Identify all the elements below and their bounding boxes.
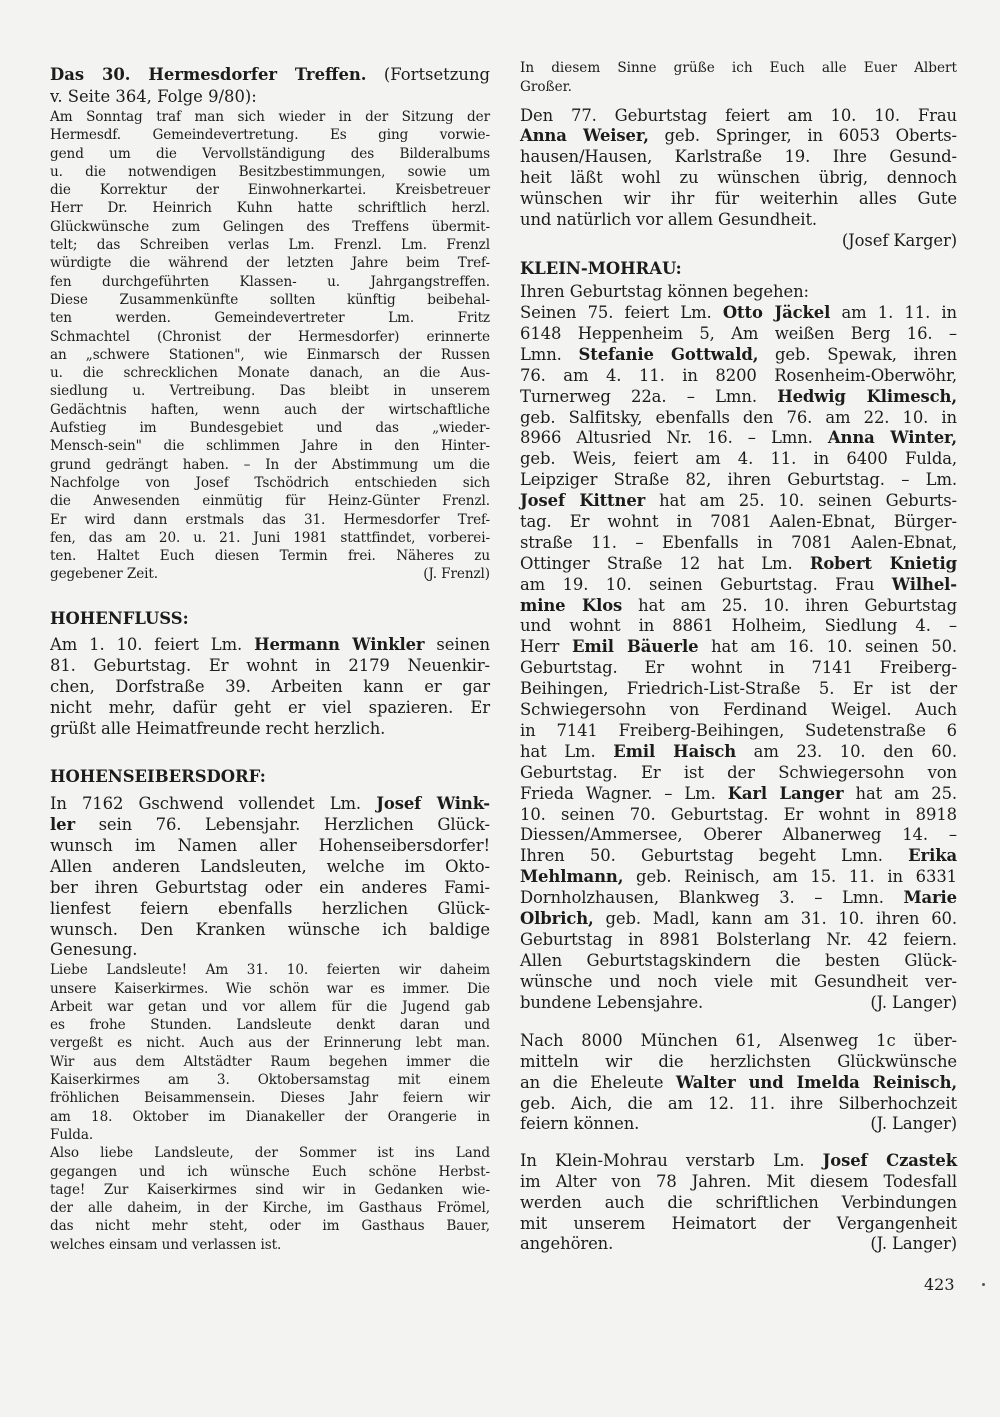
- text-line: [520, 106, 957, 127]
- text-line: [50, 86, 490, 108]
- hohenseibersdorf-text: [50, 794, 490, 961]
- text-line: [520, 846, 957, 867]
- person-name: Emil Haisch: [613, 741, 737, 761]
- text-segment: unsere Kaiserkirmes. Wie schön war es immer. Die: [50, 980, 490, 997]
- text-segment: geb. Madl, kann am 31. 10. ihren 60.: [593, 908, 957, 928]
- heading-klein-mohrau: [520, 257, 957, 281]
- text-line: [50, 474, 490, 492]
- person-name: Josef Czastek: [822, 1150, 957, 1170]
- text-line: [50, 1126, 490, 1144]
- text-line: [520, 345, 957, 366]
- text-line: [50, 273, 490, 291]
- text-segment: nicht mehr, dafür geht er viel spazieren. Er: [50, 697, 490, 717]
- text-segment: angehören.: [520, 1234, 614, 1254]
- text-line: [50, 940, 490, 961]
- text-segment: Hermesdf. Gemeindevertretung. Es ging vorwie-: [50, 127, 490, 144]
- text-line: [520, 909, 957, 930]
- text-line: [50, 163, 490, 181]
- text-line: [520, 993, 957, 1014]
- author-signature: (J. Langer): [870, 1114, 957, 1134]
- text-line: [50, 382, 490, 400]
- text-segment: telt; das Schreiben verlas Lm. Frenzl. Lm. Frenzl: [50, 237, 490, 254]
- article-title: [50, 64, 490, 108]
- text-line: [520, 78, 957, 97]
- text-segment: fen, das am 20. u. 21. Juni 1981 stattfindet, vorberei-: [50, 529, 490, 546]
- text-line: [520, 1214, 957, 1235]
- text-line: [520, 59, 957, 78]
- text-segment: gend um die Vervollständigung des Bilderalbums: [50, 145, 490, 162]
- text-segment: Schmachtel (Chronist der Hermesdorfer) erinnerte: [50, 328, 490, 345]
- person-name: Marie: [903, 888, 957, 908]
- text-line: [50, 1217, 490, 1235]
- text-line: [520, 189, 957, 210]
- text-segment: HOHENFLUSS:: [50, 608, 189, 628]
- text-line: [50, 547, 490, 565]
- text-line: [50, 836, 490, 857]
- text-segment: Nachfolge von Josef Tschödrich entschieden sich: [50, 474, 490, 491]
- text-segment: u. die schrecklichen Monate danach, an die Aus-: [50, 365, 490, 382]
- text-segment: In diesem Sinne grüße ich Euch alle Euer Albert: [520, 60, 957, 76]
- person-name: Mehlmann,: [520, 867, 624, 887]
- person-name: Stefanie Gottwald,: [578, 344, 759, 364]
- author-signature: (Josef Karger): [841, 230, 957, 250]
- text-line: [520, 387, 957, 408]
- text-line: [50, 145, 490, 163]
- text-segment: 6148 Heppenheim 5, Am weißen Berg 16. –: [520, 324, 957, 344]
- person-name: ler: [50, 815, 75, 835]
- text-segment: vergeßt es nicht. Auch aus der Erinnerung lebt man.: [50, 1035, 490, 1052]
- text-segment: grüßt alle Heimatfreunde recht herzlich.: [50, 718, 386, 738]
- person-name: Josef Wink-: [376, 794, 491, 814]
- text-line: [520, 721, 957, 742]
- text-segment: lienfest feiern ebenfalls herzlichen Glück-: [50, 898, 490, 918]
- text-line: [50, 64, 490, 86]
- text-segment: gegangen und ich wünsche Euch schöne Herbst-: [50, 1163, 490, 1180]
- text-segment: Den 77. Geburtstag feiert am 10. 10. Frau: [520, 105, 957, 125]
- text-line: [50, 1089, 490, 1107]
- text-segment: wunsch im Namen aller Hohenseibersdorfer!: [50, 835, 490, 855]
- page-number: 423: [924, 1275, 955, 1294]
- text-segment: ten. Haltet Euch diesen Termin frei. Näheres zu: [50, 548, 490, 565]
- text-segment: Lmn.: [520, 344, 579, 364]
- greeting-text: [520, 59, 957, 97]
- text-line: [520, 1151, 957, 1172]
- text-line: [50, 1053, 490, 1071]
- person-name: Anna Winter,: [827, 428, 957, 448]
- text-line: [50, 1034, 490, 1052]
- text-segment: wünschen wir ihr für weiterhin alles Gute: [520, 189, 957, 209]
- text-line: [520, 1031, 957, 1052]
- text-line: [50, 511, 490, 529]
- text-segment: 8966 Altusried Nr. 16. – Lmn.: [520, 428, 828, 448]
- author-signature: (J. Langer): [870, 1234, 957, 1254]
- text-segment: geb. Springer, in 6053 Oberts-: [648, 126, 957, 146]
- text-segment: Allen Geburtstagskindern die besten Glück-: [520, 950, 957, 970]
- text-segment: Herr: [520, 637, 572, 657]
- text-line: [520, 491, 957, 512]
- text-segment: Also liebe Landsleute, der Sommer ist ins Land: [50, 1145, 490, 1162]
- text-line: [520, 679, 957, 700]
- text-segment: hausen/Hausen, Karlstraße 19. Ihre Gesund-: [520, 147, 957, 167]
- person-name: Josef Kittner: [520, 491, 646, 511]
- text-segment: 76. am 4. 11. in 8200 Rosenheim-Oberwöhr,: [520, 365, 957, 385]
- text-segment: Frieda Wagner. – Lm.: [520, 783, 728, 803]
- text-segment: Liebe Landsleute! Am 31. 10. feierten wir daheim: [50, 962, 490, 979]
- text-line: [520, 825, 957, 846]
- text-segment: hat am 16. 10. seinen 50.: [698, 637, 958, 657]
- text-segment: Beihingen, Friedrich-List-Straße 5. Er ist der: [520, 679, 957, 699]
- text-line: [50, 920, 490, 941]
- text-segment: Allen anderen Landsleuten, welche im Okto-: [50, 856, 490, 876]
- text-line: [50, 364, 490, 382]
- text-line: [520, 1073, 957, 1094]
- kaiserkirmes-text: [50, 961, 490, 1254]
- text-line: [50, 815, 490, 836]
- text-line: [50, 607, 490, 631]
- text-segment: Ihren Geburtstag können begehen:: [520, 282, 809, 302]
- text-line: [520, 867, 957, 888]
- text-segment: in 7141 Freiberg-Beihingen, Sudetenstraße 6: [520, 720, 957, 740]
- text-segment: Diese Zusammenkünfte sollten künftig beibehal-: [50, 291, 490, 308]
- text-segment: Turnerweg 22a. – Lmn.: [520, 386, 778, 406]
- text-segment: siedlung u. Vertreibung. Das bleibt in unserem: [50, 383, 490, 400]
- text-line: [520, 972, 957, 993]
- text-segment: gegebener Zeit.: [50, 566, 158, 583]
- text-line: [50, 899, 490, 920]
- text-line: [50, 126, 490, 144]
- text-line: [50, 401, 490, 419]
- text-segment: Am 1. 10. feiert Lm.: [50, 635, 255, 655]
- text-segment: hat am 25. 10. seinen Geburts-: [645, 491, 957, 511]
- text-segment: Fulda.: [50, 1126, 94, 1143]
- text-segment: an „schwere Stationen", wie Einmarsch der Russen: [50, 346, 490, 363]
- text-segment: die Korrektur der Einwohnerkartei. Kreisbetreuer: [50, 182, 490, 199]
- text-line: [50, 794, 490, 815]
- text-segment: geb. Salfitsky, ebenfalls den 76. am 22. 10. in: [520, 407, 957, 427]
- text-line: [520, 231, 957, 252]
- text-segment: welches einsam und verlassen ist.: [50, 1236, 282, 1253]
- text-segment: und natürlich vor allem Gesundheit.: [520, 209, 818, 229]
- text-line: [520, 888, 957, 909]
- text-segment: ber ihren Geburtstag oder ein anderes Fami-: [50, 877, 490, 897]
- text-line: [520, 575, 957, 596]
- text-segment: geb. Weis, feiert am 4. 11. in 6400 Fulda,: [520, 449, 957, 469]
- person-name: Wilhel-: [891, 574, 957, 594]
- text-line: [520, 408, 957, 429]
- text-segment: HOHENSEIBERSDORF:: [50, 766, 266, 786]
- text-line: [50, 656, 490, 677]
- text-line: [50, 980, 490, 998]
- text-segment: straße 11. – Ebenfalls in 7081 Aalen-Ebnat,: [520, 532, 957, 552]
- text-line: [520, 658, 957, 679]
- text-segment: Ihren 50. Geburtstag begeht Lmn.: [520, 846, 909, 866]
- text-segment: an die Eheleute: [520, 1072, 676, 1092]
- text-line: [520, 126, 957, 147]
- text-line: [520, 303, 957, 324]
- text-segment: Herr Dr. Heinrich Kuhn hatte schriftlich herzl.: [50, 200, 490, 217]
- hermesdorf-text: [50, 108, 490, 584]
- text-segment: In Klein-Mohrau verstarb Lm.: [520, 1150, 823, 1170]
- text-segment: Dornholzhausen, Blankweg 3. – Lmn.: [520, 888, 904, 908]
- text-segment: grund gedrängt haben. – In der Abstimmung um die: [50, 456, 490, 473]
- text-line: [520, 470, 957, 491]
- text-segment: wunsch. Den Kranken wünsche ich baldige: [50, 919, 490, 939]
- text-segment: 81. Geburtstag. Er wohnt in 2179 Neuenkir-: [50, 656, 490, 676]
- text-line: [520, 168, 957, 189]
- text-line: [520, 257, 957, 281]
- text-line: [50, 1144, 490, 1162]
- text-line: [520, 637, 957, 658]
- text-line: [50, 1071, 490, 1089]
- text-segment: am 18. Oktober im Dianakeller der Orangerie in: [50, 1108, 490, 1125]
- text-line: [50, 456, 490, 474]
- text-line: [520, 533, 957, 554]
- text-line: [520, 1094, 957, 1115]
- text-line: [520, 805, 957, 826]
- text-segment: Ottinger Straße 12 hat Lm.: [520, 553, 810, 573]
- text-segment: mitteln wir die herzlichsten Glückwünsche: [520, 1051, 957, 1071]
- person-name: Olbrich,: [520, 908, 594, 928]
- text-line: [50, 419, 490, 437]
- heading-hohenseibersdorf: [50, 765, 490, 789]
- hohenfluss-text: [50, 635, 490, 739]
- text-line: [50, 1163, 490, 1181]
- right-column: [520, 59, 957, 1255]
- text-line: [520, 428, 957, 449]
- text-line: [520, 1114, 957, 1135]
- text-line: [520, 1052, 957, 1073]
- text-segment: tage! Zur Kaiserkirmes sind wir in Gedanken wie-: [50, 1181, 490, 1198]
- person-name: Walter und Imelda Reinisch,: [675, 1072, 957, 1092]
- person-name: Das 30. Hermesdorfer Treffen.: [50, 65, 367, 84]
- person-name: Otto Jäckel: [722, 303, 831, 323]
- text-segment: Geburtstag. Er wohnt in 7141 Freiberg-: [520, 658, 957, 678]
- text-line: [520, 554, 957, 575]
- klein-mohrau-birthdays: [520, 282, 957, 1013]
- text-line: [50, 328, 490, 346]
- person-name: Robert Knietig: [809, 553, 957, 573]
- text-segment: wünsche und noch viele mit Gesundheit ver-: [520, 971, 957, 991]
- text-segment: und wohnt in 8861 Holheim, Siedlung 4. –: [520, 616, 957, 636]
- text-segment: fröhlichen Beisammensein. Dieses Jahr feiern wir: [50, 1090, 490, 1107]
- text-segment: In 7162 Gschwend vollendet Lm.: [50, 794, 377, 814]
- text-line: [520, 210, 957, 231]
- text-segment: Diessen/Ammersee, Oberer Albanerweg 14. –: [520, 825, 957, 845]
- author-signature: (J. Langer): [870, 992, 957, 1012]
- text-line: [520, 324, 957, 345]
- text-line: [50, 1199, 490, 1217]
- person-name: Anna Weiser,: [520, 126, 649, 146]
- heading-hohenfluss: [50, 607, 490, 631]
- text-segment: Kaiserkirmes am 3. Oktobersamstag mit einem: [50, 1072, 490, 1089]
- text-segment: Mensch-sein" die schlimmen Jahre in den Hinter-: [50, 438, 490, 455]
- text-line: [520, 282, 957, 303]
- text-line: [50, 1016, 490, 1034]
- text-line: [520, 596, 957, 617]
- text-line: [50, 878, 490, 899]
- czastek-obituary: [520, 1151, 957, 1255]
- text-line: [50, 635, 490, 656]
- text-segment: Er wird dann erstmals das 31. Hermesdorfer Tref-: [50, 511, 490, 528]
- text-line: [520, 147, 957, 168]
- text-segment: KLEIN-MOHRAU:: [520, 258, 682, 278]
- text-line: [520, 784, 957, 805]
- reinisch-anniversary: [520, 1031, 957, 1135]
- text-segment: bundene Lebensjahre.: [520, 992, 704, 1012]
- text-segment: es frohe Stunden. Landsleute denkt daran und: [50, 1017, 490, 1034]
- text-line: [520, 763, 957, 784]
- text-segment: geb. Aich, die am 12. 11. ihre Silberhochzeit: [520, 1093, 957, 1113]
- weiser-text: [520, 106, 957, 252]
- text-line: [50, 565, 490, 583]
- text-segment: im Alter von 78 Jahren. Mit diesem Todesfall: [520, 1171, 957, 1191]
- text-segment: am 23. 10. den 60.: [736, 741, 957, 761]
- text-line: [50, 254, 490, 272]
- text-line: [50, 492, 490, 510]
- text-segment: v. Seite 364, Folge 9/80):: [50, 87, 257, 106]
- text-segment: die Anwesenden einmütig für Heinz-Günter Frenzl.: [50, 493, 490, 510]
- person-name: Karl Langer: [727, 783, 844, 803]
- text-line: [50, 309, 490, 327]
- text-line: [50, 199, 490, 217]
- text-line: [520, 449, 957, 470]
- text-segment: Leipziger Straße 82, ihren Geburtstag. – Lm.: [520, 470, 957, 490]
- text-segment: mit unserem Heimatort der Vergangenheit: [520, 1213, 957, 1233]
- text-line: [50, 437, 490, 455]
- text-segment: Genesung.: [50, 940, 138, 960]
- text-line: [520, 742, 957, 763]
- text-segment: Schwiegersohn von Ferdinand Weigel. Auch: [520, 700, 957, 720]
- text-segment: hat am 25.: [843, 783, 958, 803]
- text-segment: Arbeit war getan und vor allem für die Jugend gab: [50, 998, 490, 1015]
- text-segment: sein 76. Lebensjahr. Herzlichen Glück-: [75, 815, 490, 835]
- text-line: [50, 998, 490, 1016]
- text-segment: ten werden. Gemeindevertreter Lm. Fritz: [50, 310, 490, 327]
- text-line: [50, 719, 490, 740]
- text-line: [50, 218, 490, 236]
- text-segment: Aufstieg im Bundesgebiet und das „wieder-: [50, 420, 490, 437]
- text-segment: der alle daheim, in der Kirche, im Gasthaus Frömel,: [50, 1200, 490, 1217]
- text-line: [50, 346, 490, 364]
- text-line: [50, 1236, 490, 1254]
- text-segment: hat am 25. 10. ihren Geburtstag: [622, 595, 957, 615]
- text-line: [50, 1181, 490, 1199]
- scan-speck: [982, 1283, 985, 1286]
- text-segment: am 19. 10. seinen Geburtstag. Frau: [520, 574, 892, 594]
- text-segment: hat Lm.: [520, 741, 614, 761]
- person-name: Hermann Winkler: [254, 635, 425, 655]
- text-segment: Gedächtnis haften, wenn auch der wirtschaftliche: [50, 401, 490, 418]
- text-segment: Geburtstag in 8981 Bolsterlang Nr. 42 feiern.: [520, 929, 957, 949]
- text-segment: chen, Dorfstraße 39. Arbeiten kann er gar: [50, 677, 490, 696]
- text-segment: Glückwünsche zum Gelingen des Treffens übermit-: [50, 218, 490, 235]
- text-segment: am 1. 11. in: [830, 303, 957, 323]
- person-name: Erika: [908, 846, 957, 866]
- text-segment: 10. seinen 70. Geburtstag. Er wohnt in 8918: [520, 804, 957, 824]
- text-line: [50, 291, 490, 309]
- text-line: [520, 1234, 957, 1255]
- text-line: [520, 700, 957, 721]
- text-line: [520, 616, 957, 637]
- text-line: [520, 951, 957, 972]
- text-segment: Großer.: [520, 79, 572, 95]
- text-segment: feiern können.: [520, 1114, 640, 1134]
- text-line: [50, 677, 490, 698]
- text-line: [520, 1172, 957, 1193]
- text-segment: (Fortsetzung: [366, 65, 490, 84]
- text-line: [50, 961, 490, 979]
- text-line: [520, 512, 957, 533]
- text-line: [50, 108, 490, 126]
- text-segment: Am Sonntag traf man sich wieder in der Sitzung der: [50, 109, 490, 125]
- text-segment: seinen: [424, 635, 490, 655]
- text-segment: Geburtstag. Er ist der Schwiegersohn von: [520, 762, 957, 782]
- person-name: mine Klos: [520, 595, 623, 615]
- text-line: [50, 1108, 490, 1126]
- text-line: [50, 181, 490, 199]
- text-segment: geb. Reinisch, am 15. 11. in 6331: [623, 867, 957, 887]
- text-line: [50, 765, 490, 789]
- text-segment: tag. Er wohnt in 7081 Aalen-Ebnat, Bürger-: [520, 512, 957, 532]
- text-segment: geb. Spewak, ihren: [758, 344, 958, 364]
- text-segment: würdigte die während der letzten Jahre beim Tref-: [50, 255, 490, 272]
- text-line: [50, 529, 490, 547]
- person-name: Emil Bäuerle: [571, 637, 699, 657]
- text-segment: Wir aus dem Altstädter Raum begehen immer die: [50, 1053, 490, 1070]
- text-segment: Nach 8000 München 61, Alsenweg 1c über-: [520, 1030, 957, 1050]
- person-name: Hedwig Klimesch,: [777, 386, 957, 406]
- text-segment: heit läßt wohl zu wünschen übrig, dennoch: [520, 168, 957, 188]
- left-column: [50, 64, 490, 1254]
- text-line: [520, 930, 957, 951]
- text-segment: das nicht mehr steht, oder im Gasthaus Bauer,: [50, 1218, 490, 1235]
- author-signature: (J. Frenzl): [423, 566, 490, 583]
- text-line: [520, 1193, 957, 1214]
- text-segment: fen durchgeführten Klassen- u. Jahrgangstreffen.: [50, 273, 490, 290]
- text-segment: Seinen 75. feiert Lm.: [520, 303, 723, 323]
- text-segment: werden auch die schriftlichen Verbindungen: [520, 1192, 957, 1212]
- text-line: [50, 698, 490, 719]
- text-line: [50, 857, 490, 878]
- text-line: [520, 366, 957, 387]
- text-segment: u. die notwendigen Besitzbestimmungen, sowie um: [50, 163, 490, 180]
- text-line: [50, 236, 490, 254]
